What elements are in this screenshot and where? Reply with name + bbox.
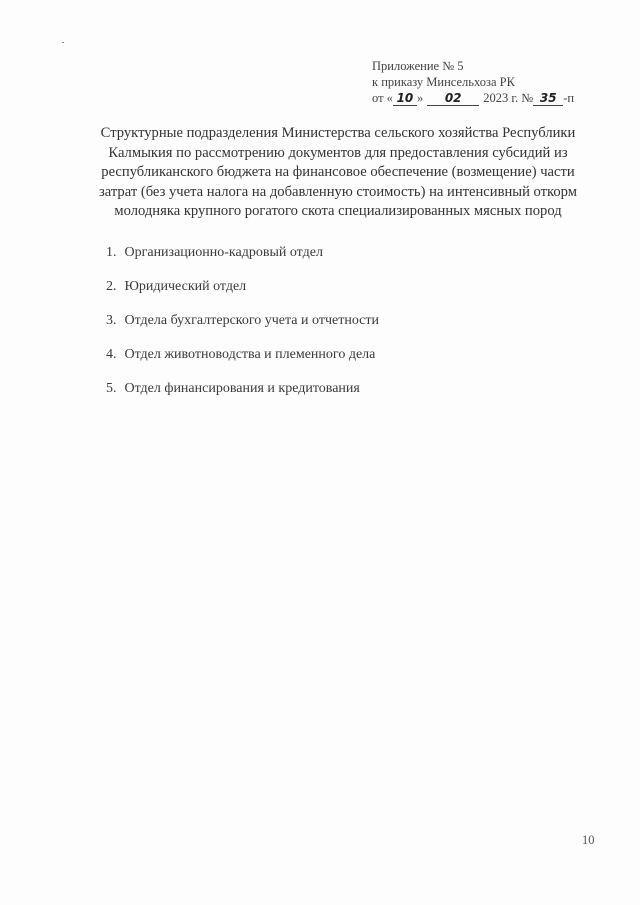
list-item — [106, 243, 379, 277]
list-item — [106, 277, 379, 311]
date-prefix: от « — [372, 91, 393, 105]
list-item-text: Отдела бухгалтерского учета и отчетности — [124, 313, 379, 328]
list-item-text: Отдел финансирования и кредитования — [124, 381, 360, 396]
year-and-number-label: 2023 г. № — [483, 91, 534, 105]
appendix-header — [372, 58, 612, 106]
title-line-1: Структурные подразделения Министерства сельского хозяйства Республики — [100, 125, 576, 141]
list-item-number: 3. — [106, 313, 117, 328]
list-item-number: 5. — [106, 381, 117, 396]
list-item-number: 1. — [106, 245, 117, 260]
number-blank — [533, 92, 563, 106]
number-suffix: -п — [563, 91, 575, 105]
list-item — [106, 379, 379, 413]
handwritten-number: 35 — [539, 91, 557, 105]
order-reference: к приказу Минсельхоза РК — [372, 75, 515, 89]
list-item — [106, 345, 379, 379]
department-list — [106, 243, 379, 413]
document-title — [78, 124, 598, 222]
month-blank — [427, 92, 479, 106]
list-item-text: Организационно-кадровый отдел — [124, 245, 323, 260]
list-item-number: 2. — [106, 279, 117, 294]
order-date-line — [372, 90, 612, 106]
list-item-text: Юридический отдел — [124, 279, 247, 294]
title-line-2: Калмыкия по рассмотрению документов для предоставления субсидий из — [108, 144, 568, 161]
title-line-4: затрат (без учета налога на добавленную стоимость) на интенсивный откорм — [99, 183, 577, 200]
day-close: » — [416, 91, 424, 105]
page-number: 10 — [582, 833, 595, 847]
title-line-3: республиканского бюджета на финансовое обеспечение (возмещение) части — [101, 164, 575, 180]
list-item-text: Отдел животноводства и племенного дела — [124, 347, 376, 362]
list-item — [106, 311, 379, 345]
appendix-label: Приложение № 5 — [372, 59, 464, 73]
title-line-5: молодняка крупного рогатого скота специализированных мясных пород — [114, 203, 562, 219]
scan-speck — [62, 42, 64, 43]
handwritten-day: 10 — [396, 91, 414, 105]
day-blank — [393, 92, 417, 106]
handwritten-month: 02 — [444, 91, 462, 105]
list-item-number: 4. — [106, 347, 117, 362]
